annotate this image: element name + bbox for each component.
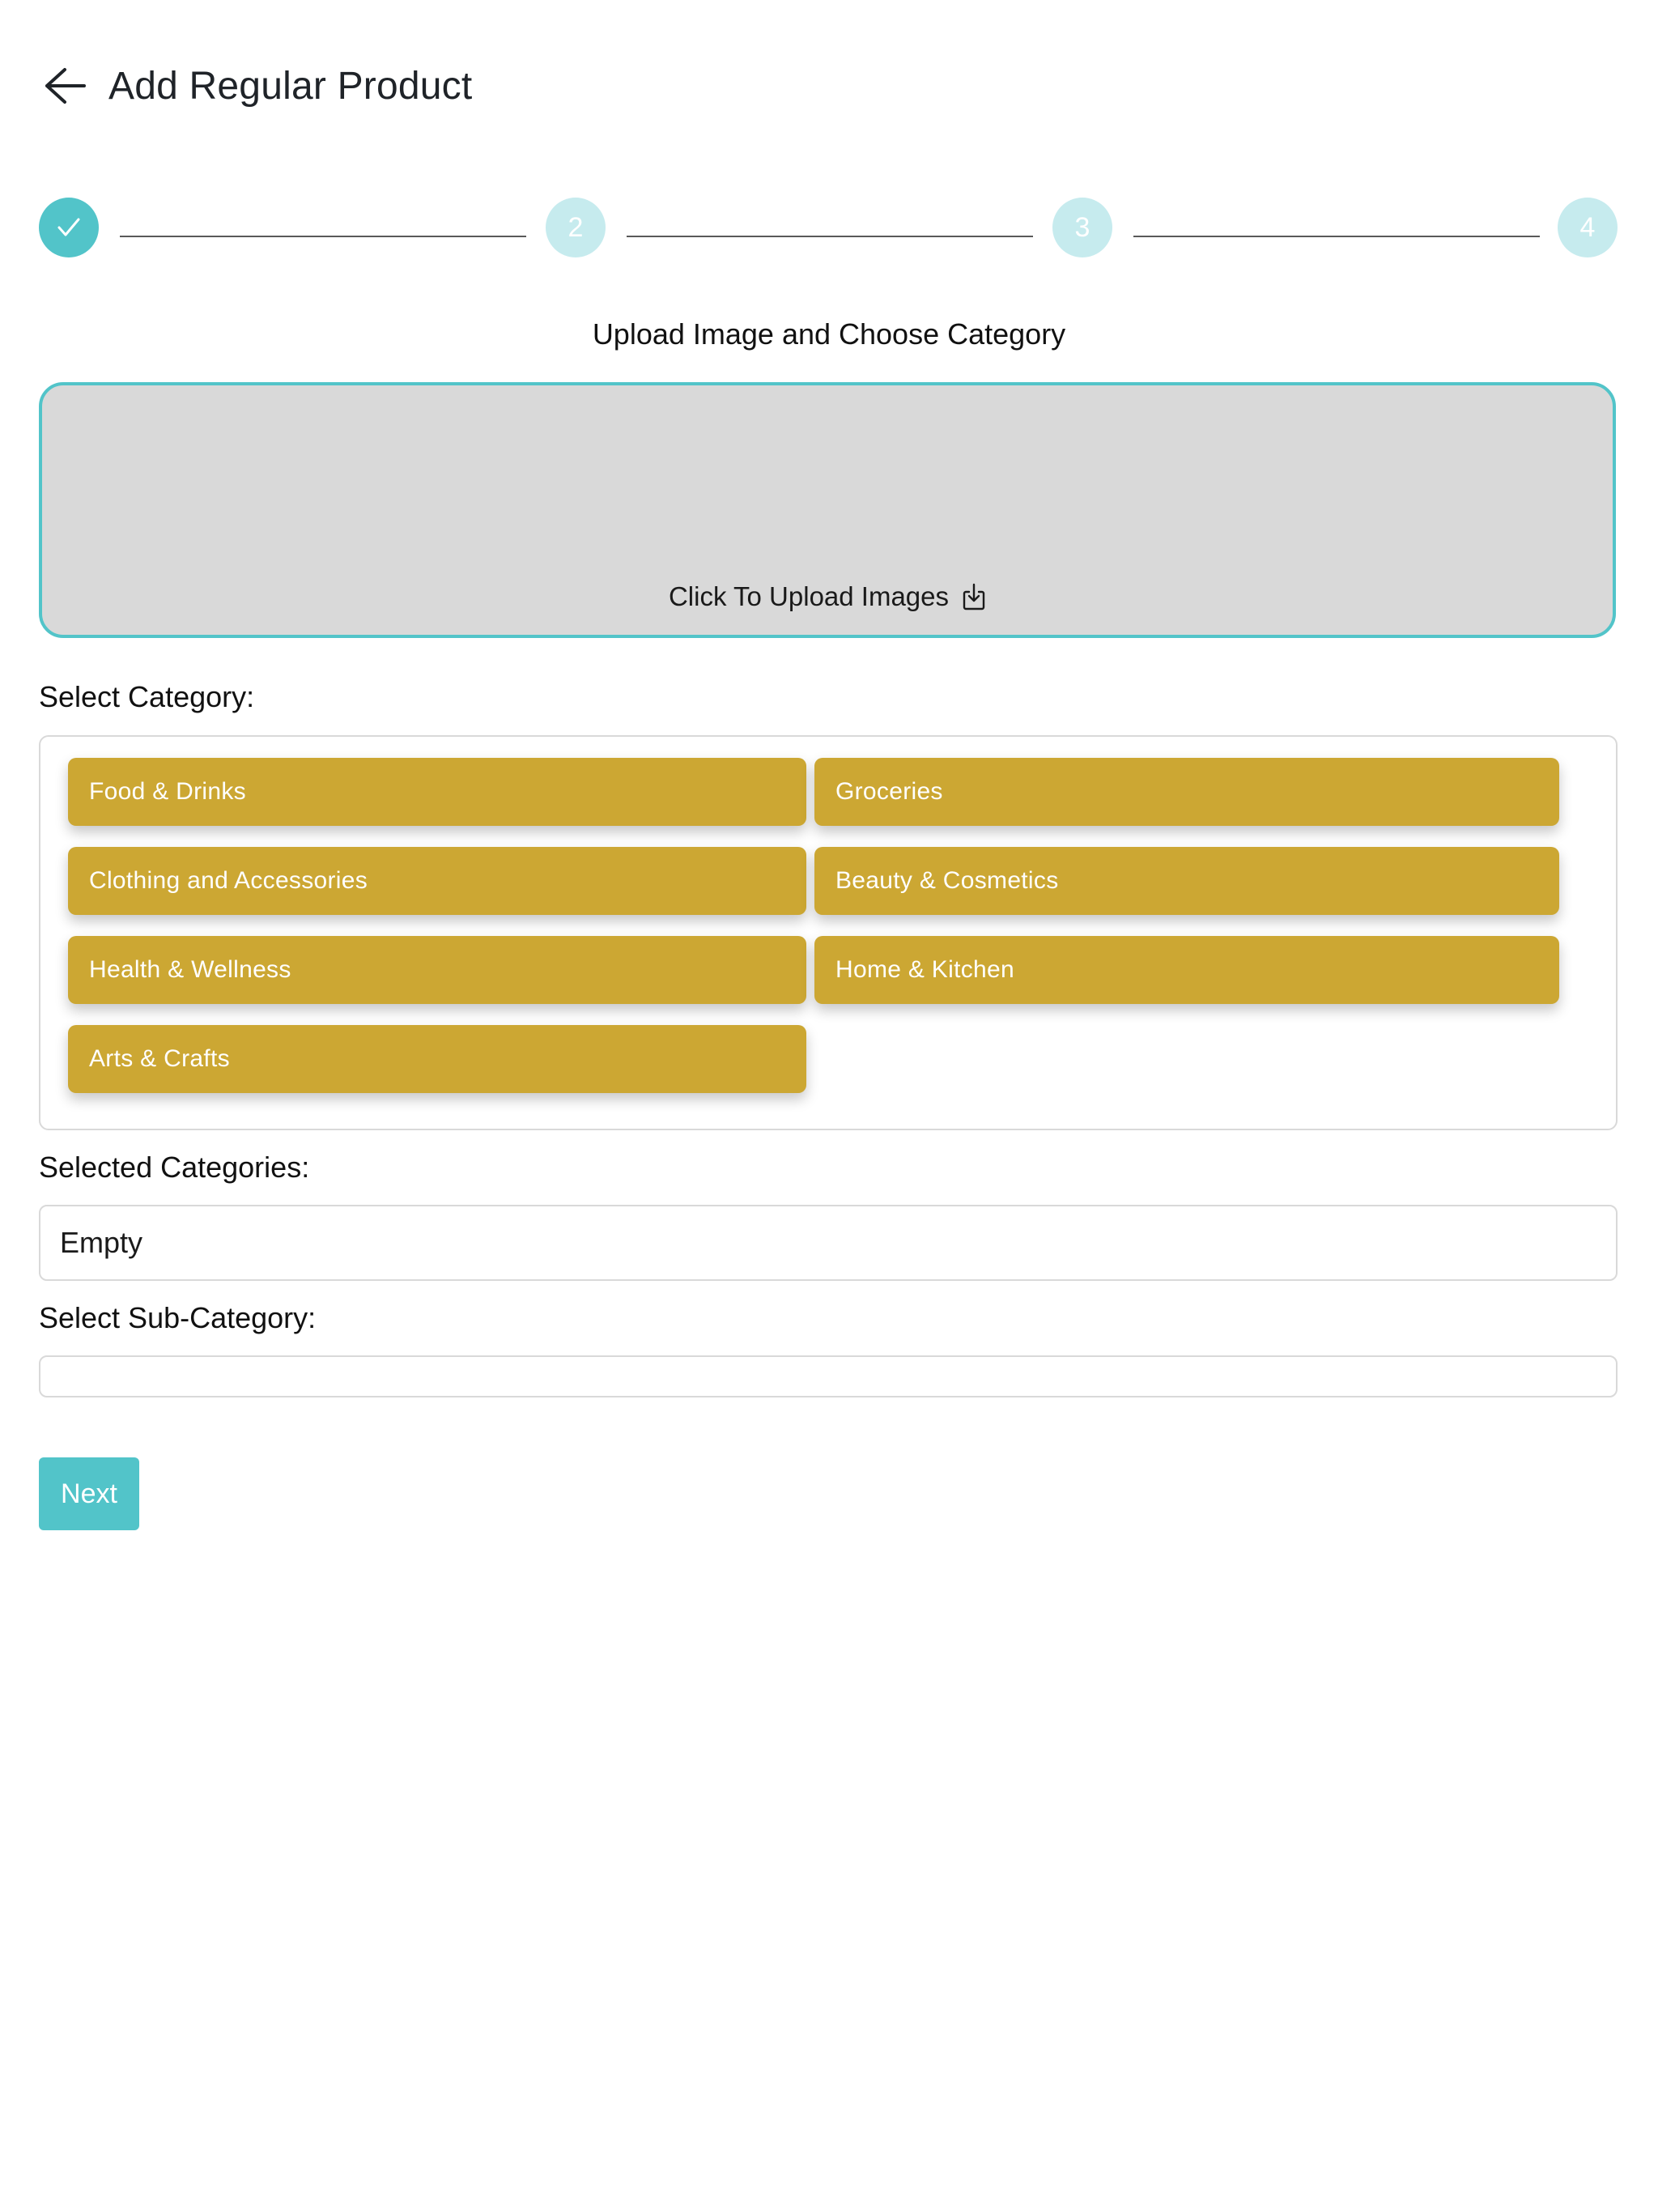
upload-icon xyxy=(962,582,986,611)
page-title: Add Regular Product xyxy=(108,64,473,108)
category-food-drinks[interactable]: Food & Drinks xyxy=(68,758,806,826)
category-beauty-cosmetics[interactable]: Beauty & Cosmetics xyxy=(814,847,1559,915)
category-health-wellness[interactable]: Health & Wellness xyxy=(68,936,806,1004)
checkmark-icon xyxy=(57,217,81,238)
category-arts-crafts[interactable]: Arts & Crafts xyxy=(68,1025,806,1093)
subcategory-select[interactable] xyxy=(39,1355,1618,1397)
header xyxy=(39,53,472,118)
back-button[interactable] xyxy=(39,60,91,112)
select-subcategory-label: Select Sub-Category: xyxy=(39,1301,317,1334)
stepper xyxy=(39,198,1619,257)
arrow-left-icon xyxy=(42,66,87,105)
next-button[interactable]: Next xyxy=(39,1457,139,1530)
step-4: 4 xyxy=(1558,198,1618,257)
category-home-kitchen[interactable]: Home & Kitchen xyxy=(814,936,1559,1004)
upload-label: Click To Upload Images xyxy=(668,581,950,611)
selected-categories-field: Empty xyxy=(39,1205,1618,1281)
section-heading: Upload Image and Choose Category xyxy=(592,317,1066,351)
step-connector xyxy=(1133,236,1540,237)
category-groceries[interactable]: Groceries xyxy=(814,758,1559,826)
step-3: 3 xyxy=(1052,198,1112,257)
selected-categories-label: Selected Categories: xyxy=(39,1151,310,1184)
step-2: 2 xyxy=(546,198,606,257)
upload-area[interactable] xyxy=(39,382,1616,638)
category-clothing-accessories[interactable]: Clothing and Accessories xyxy=(68,847,806,915)
upload-label-row xyxy=(42,581,1613,612)
step-connector xyxy=(627,236,1033,237)
step-1 xyxy=(39,198,99,257)
step-connector xyxy=(120,236,526,237)
select-category-label: Select Category: xyxy=(39,680,255,713)
category-list xyxy=(39,735,1618,1130)
